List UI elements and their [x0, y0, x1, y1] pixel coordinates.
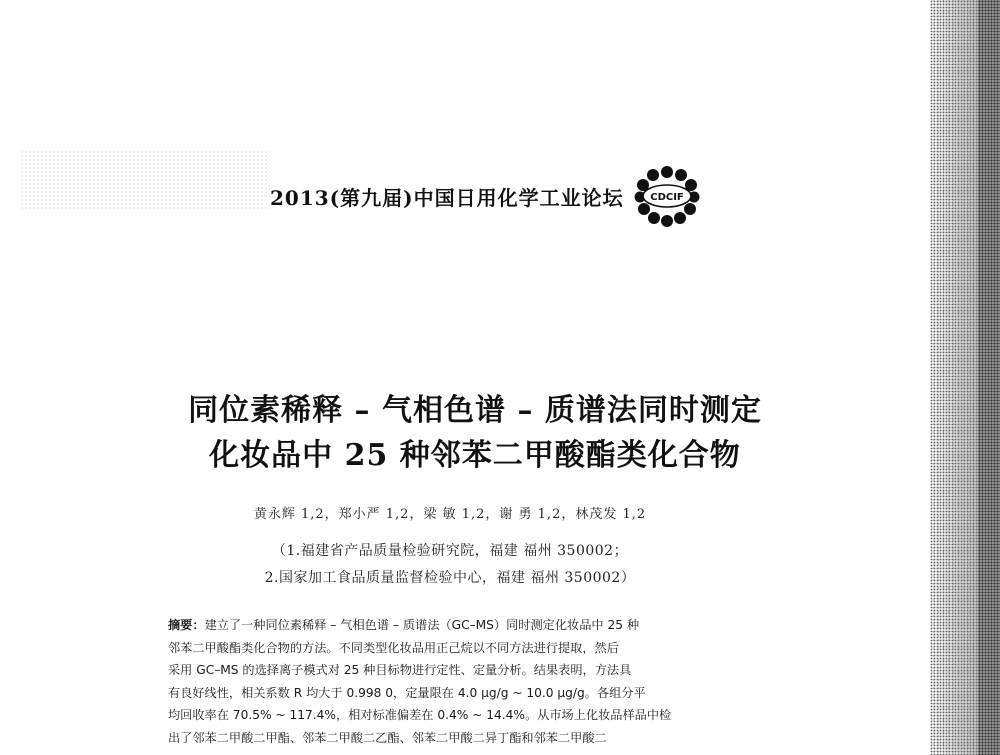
abstract-line-3: 采用 GC–MS 的选择离子模式对 25 种目标物进行定性、定量分析。结果表明，方法具	[168, 663, 632, 677]
abstract	[168, 614, 748, 749]
cdcif-logo-icon	[630, 165, 704, 227]
affiliation-2: 2.国家加工食品质量监督检验中心，福建 福州 350002）	[264, 570, 636, 586]
author-list: 黄永辉 1,2，郑小严 1,2，梁 敏 1,2，谢 勇 1,2，林茂发 1,2	[253, 507, 647, 522]
affiliation-1: （1.福建省产品质量检验研究院，福建 福州 350002；	[271, 543, 629, 559]
abstract-line-4: 有良好线性，相关系数 R 均大于 0.998 0，定量限在 4.0 μg/g ~ 10.0 μg/g。各组分平	[168, 685, 646, 700]
title-line-1: 同位素稀释 – 气相色谱 – 质谱法同时测定	[188, 393, 762, 428]
paper-title	[90, 388, 860, 478]
scan-edge-dark	[978, 0, 1000, 755]
scan-noise-left	[20, 150, 270, 210]
title-line-2: 化妆品中 25 种邻苯二甲酸酯类化合物	[209, 438, 741, 473]
abstract-line-2: 邻苯二甲酸酯类化合物的方法。不同类型化妆品用正己烷以不同方法进行提取，然后	[168, 640, 619, 655]
logo-text: CDCIF	[649, 192, 684, 203]
abstract-line-6: 出了邻苯二甲酸二甲酯、邻苯二甲酸二乙酯、邻苯二甲酸二异丁酯和邻苯二甲酸二	[168, 730, 607, 745]
forum-title: 2013(第九届)中国日用化学工业论坛	[270, 185, 624, 210]
abstract-label: 摘要：	[168, 618, 205, 632]
abstract-text-1: 建立了一种同位素稀释 – 气相色谱 – 质谱法（GC–MS）同时测定化妆品中 25 种	[204, 618, 640, 632]
abstract-line-1	[168, 614, 748, 637]
forum-header	[270, 166, 800, 226]
abstract-line-5: 均回收率在 70.5% ~ 117.4%，相对标准偏差在 0.4% ~ 14.4%。从市场上化妆品样品中检	[168, 708, 672, 722]
